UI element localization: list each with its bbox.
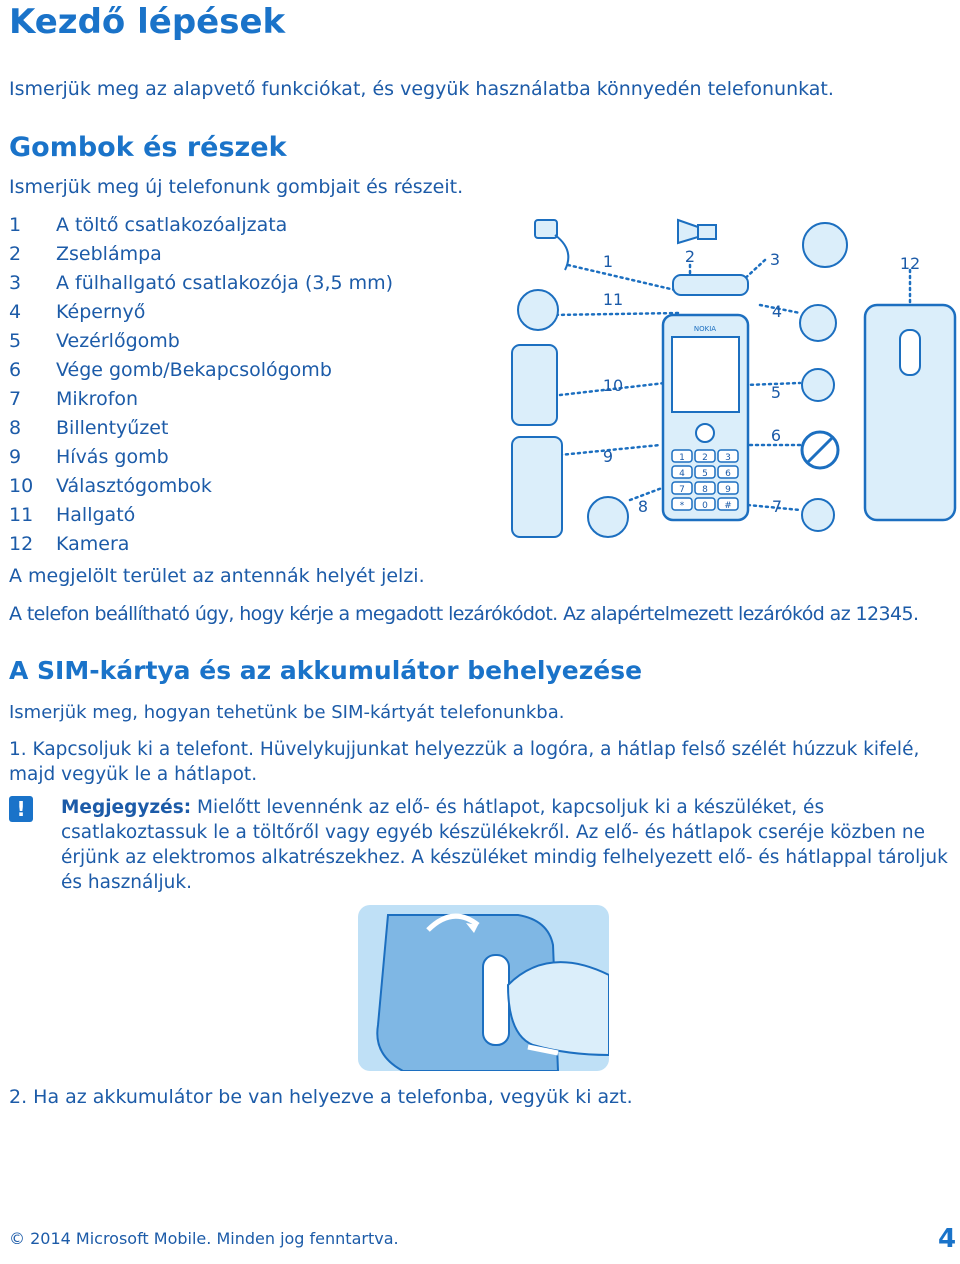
lock-code-note: A telefon beállítható úgy, hogy kérje a megadott lezárókódot. Az alapértelmezett lezárókód az 12345. xyxy=(9,603,919,625)
phone-screen xyxy=(672,337,739,412)
parts-list xyxy=(9,211,393,559)
warning-icon: ! xyxy=(9,796,33,822)
page-number: 4 xyxy=(938,1224,957,1254)
callout-label: 11 xyxy=(602,290,624,309)
keypad-key-label: 0 xyxy=(702,501,708,511)
antenna-note: A megjelölt terület az antennák helyét jelzi. xyxy=(9,565,425,587)
callout-label: 2 xyxy=(684,247,696,266)
keypad-finger-icon xyxy=(588,497,628,537)
section-heading-sim: A SIM-kártya és az akkumulátor behelyezése xyxy=(9,656,643,685)
note-label: Megjegyzés: xyxy=(61,797,192,818)
list-item: 6 Vége gomb/Bekapcsológomb xyxy=(9,359,332,381)
callout-label: 6 xyxy=(770,426,782,445)
list-item: 3 A fülhallgató csatlakozója (3,5 mm) xyxy=(9,272,394,294)
note-body: Mielőtt levennénk az elő- és hátlapot, kapcsoljuk ki a készüléket, és csatlakoztassuk le a töltőről vagy egyéb készülékekről. Az elő- és hátlapok cseréje közben ne érjünk az elektromos alkatrészekhez. A készüléket mindig felhelyezett elő- és hátlappal tároljuk és használjuk. xyxy=(61,797,948,893)
callout-label: 12 xyxy=(899,254,921,273)
navi-key-icon xyxy=(802,369,834,401)
ear-icon xyxy=(518,290,558,330)
back-cover-removal-illustration xyxy=(358,905,609,1071)
phone-small-icon xyxy=(512,437,562,537)
list-item: 9 Hívás gomb xyxy=(9,446,169,468)
keypad-key-label: 7 xyxy=(679,485,685,495)
keypad-key-label: * xyxy=(679,501,685,511)
list-item: 12 Kamera xyxy=(9,533,130,555)
callout-label: 9 xyxy=(602,447,614,466)
keypad-key-label: 5 xyxy=(702,469,708,479)
keypad-key-label: # xyxy=(724,501,732,511)
section-subtitle-parts: Ismerjük meg új telefonunk gombjait és részeit. xyxy=(9,176,464,198)
keypad-key-label: 9 xyxy=(725,485,731,495)
camera-icon xyxy=(900,330,920,375)
step-2-text: 2. Ha az akkumulátor be van helyezve a telefonba, vegyük ki azt. xyxy=(9,1086,633,1108)
keypad-key-label: 3 xyxy=(725,453,731,463)
list-item: 1 A töltő csatlakozóaljzata xyxy=(9,214,288,236)
flashlight-icon xyxy=(678,220,698,243)
list-item: 8 Billentyűzet xyxy=(9,417,169,439)
list-item: 4 Képernyő xyxy=(9,301,146,323)
headset-icon xyxy=(803,223,847,267)
callout-label: 1 xyxy=(602,252,614,271)
callout-label: 8 xyxy=(637,497,649,516)
intro-text: Ismerjük meg az alapvető funkciókat, és vegyük használatba könnyedén telefonunkat. xyxy=(9,78,834,100)
callout-label: 10 xyxy=(602,376,624,395)
list-item: 5 Vezérlőgomb xyxy=(9,330,180,352)
callout-label: 7 xyxy=(771,497,783,516)
callout-label: 4 xyxy=(771,302,783,321)
step-1-text: 1. Kapcsoljuk ki a telefont. Hüvelykujjunkat helyezzük a logóra, a hátlap felső szélét húzzuk kifelé, majd vegyük le a hátlapot. xyxy=(9,739,920,785)
list-item: 10 Választógombok xyxy=(9,475,212,497)
callout-label: 3 xyxy=(769,250,781,269)
keypad-key-label: 4 xyxy=(679,469,685,479)
keypad-key-label: 8 xyxy=(702,485,708,495)
page-title: Kezdő lépések xyxy=(9,2,286,42)
footer-copyright: © 2014 Microsoft Mobile. Minden jog fenntartva. xyxy=(9,1229,399,1248)
charger-icon xyxy=(535,220,557,238)
phone-top-view xyxy=(673,275,748,295)
section-subtitle-sim: Ismerjük meg, hogyan tehetünk be SIM-kártyát telefonunkba. xyxy=(9,702,565,723)
list-item: 11 Hallgató xyxy=(9,504,136,526)
list-item: 7 Mikrofon xyxy=(9,388,139,410)
keypad-key-label: 1 xyxy=(679,453,685,463)
callout-label: 5 xyxy=(770,383,782,402)
mouth-icon xyxy=(802,499,834,531)
keypad-key-label: 2 xyxy=(702,453,708,463)
ear-icon xyxy=(800,305,836,341)
phone-parts-diagram xyxy=(500,205,960,550)
note-text xyxy=(61,795,959,895)
section-heading-parts: Gombok és részek xyxy=(9,132,287,163)
phone-small-icon xyxy=(512,345,557,425)
photo-logo: NOKIA xyxy=(493,980,506,1020)
phone-logo: NOKIA xyxy=(693,325,717,333)
list-item: 2 Zseblámpa xyxy=(9,243,162,265)
keypad-key-label: 6 xyxy=(725,469,731,479)
